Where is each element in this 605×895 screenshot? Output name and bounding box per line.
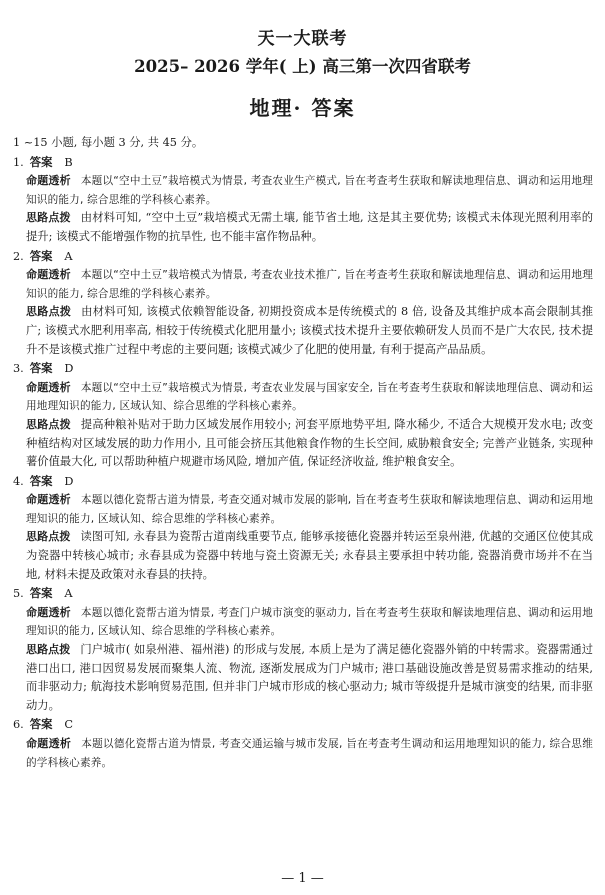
answer-choice: A [64, 249, 73, 263]
analysis-paragraph [13, 379, 593, 416]
hint-paragraph [13, 209, 593, 246]
hint-paragraph [13, 641, 593, 715]
question-number: 6. [13, 718, 24, 732]
question-block [13, 153, 593, 247]
analysis-text: 本题以“空中土豆”栽培模式为情景, 考查农业技术推广, 旨在考查考生获取和解读地理信息、调动和运用地理知识的能力, 综合思维的学科核心素养。 [26, 269, 593, 300]
analysis-text: 本题以“空中土豆”栽培模式为情景, 考查农业生产模式, 旨在考查考生获取和解读地理信息、调动和运用地理知识的能力, 综合思维的学科核心素养。 [26, 175, 593, 206]
analysis-label: 命题透析 [26, 380, 71, 394]
section-intro: 1 ~15 小题, 每小题 3 分, 共 45 分。 [13, 136, 204, 149]
question-number: 2. [13, 249, 24, 263]
hint-paragraph [13, 416, 593, 472]
answer-choice: C [64, 718, 74, 732]
answer-content [13, 134, 593, 772]
analysis-label: 命题透析 [26, 737, 72, 750]
analysis-label: 命题透析 [26, 268, 71, 282]
subject-answer-title: 地理· 答案 [249, 96, 356, 120]
hint-label: 思路点拨 [26, 530, 71, 544]
question-block [13, 472, 593, 585]
hint-label: 思路点拨 [26, 211, 71, 225]
hint-label: 思路点拨 [26, 305, 72, 319]
question-block [13, 715, 593, 772]
analysis-text: 本题以“空中土豆”栽培模式为情景, 考查农业发展与国家安全, 旨在考查考生获取和解读地理信息、调动和运用地理知识的能力, 区域认知、综合思维的学科核心素养。 [26, 381, 593, 413]
exam-org-title: 天一大联考 [257, 29, 348, 49]
analysis-paragraph [13, 735, 593, 772]
hint-text: 由材料可知, 该模式依赖智能设备, 初期投资成本是传统模式的 8 倍, 设备及其维护成本高会限制其推广; 该模式水肥利用率高, 相较于传统模式化肥用量小; 该模式技术提升主要依赖研发人员而不是广大农民, 技术提升不是该模式推广过程中考虑的主要问题; 该模式减少了化肥的使用量, 有利于提高产品品质。 [26, 305, 594, 356]
question-list [13, 153, 593, 773]
hint-paragraph [13, 528, 593, 584]
analysis-text: 本题以德化瓷帮古道为情景, 考查交通对城市发展的影响, 旨在考查考生获取和解读地理信息、调动和运用地理知识的能力, 区域认知、综合思维的学科核心素养。 [26, 494, 593, 525]
question-number: 5. [13, 587, 24, 601]
hint-paragraph [13, 303, 593, 359]
analysis-paragraph [13, 491, 593, 528]
answer-label: 答案 [29, 717, 53, 732]
hint-text: 读图可知, 永春县为瓷帮古道南线重要节点, 能够承接德化瓷器并转运至泉州港, 优越的交通区位使其成为瓷器中转核心城市; 永春县成为瓷器中转地与瓷土资源无关; 永春县主要承担中转功能, 瓷器消费市场并不在当地, 材料未提及政策对永春县的扶持。 [26, 530, 593, 581]
hint-label: 思路点拨 [26, 643, 71, 657]
analysis-text: 本题以德化瓷帮古道为情景, 考查交通运输与城市发展, 旨在考查考生调动和运用地理知识的能力, 综合思维的学科核心素养。 [26, 738, 593, 769]
hint-label: 思路点拨 [26, 417, 71, 431]
question-block [13, 247, 593, 360]
answer-choice: B [64, 155, 73, 169]
hint-text: 提高种粮补贴对于助力区域发展作用较小; 河套平原地势平坦, 降水稀少, 不适合大规模开发水电; 改变种植结构对区域发展的助力作用小, 且可能会挤压其他粮食作物的生长空间, 威胁粮食安全; 完善产业链条, 实现种薯价值最大化, 可以帮助种植户规避市场风险, 增加产值, 保证经济收益, 维护粮食安全。 [26, 417, 593, 469]
question-block [13, 359, 593, 472]
analysis-label: 命题透析 [26, 493, 71, 507]
answer-label: 答案 [29, 248, 53, 263]
question-answer-line [13, 715, 593, 735]
question-answer-line [13, 584, 593, 604]
answer-choice: A [64, 587, 73, 601]
exam-session-title: 2025– 2026 学年( 上) 高三第一次四省联考 [134, 57, 471, 76]
analysis-label: 命题透析 [26, 174, 71, 188]
answer-label: 答案 [29, 586, 53, 601]
answer-label: 答案 [29, 361, 53, 376]
hint-text: 门户城市( 如泉州港、福州港) 的形成与发展, 本质上是为了满足德化瓷器外销的中转需求。瓷器需通过港口出口, 港口因贸易发展而聚集人流、物流, 逐渐发展成为门户城市; 港口基础设施改善是贸易需求推动的结果, 而非驱动力; 航海技术影响贸易范围, 但并非门户城市形成的核心驱动力; 城市等级提升是城市演变的结果, 而非驱动力。 [26, 643, 594, 712]
analysis-paragraph [13, 266, 593, 303]
analysis-paragraph [13, 604, 593, 641]
question-answer-line [13, 153, 593, 173]
answer-choice: D [64, 362, 74, 376]
question-number: 3. [13, 362, 24, 376]
analysis-paragraph [13, 172, 593, 209]
question-block [13, 584, 593, 715]
answer-label: 答案 [29, 154, 53, 169]
hint-text: 由材料可知, “空中土豆”栽培模式无需土壤, 能节省土地, 这是其主要优势; 该模式未体现光照利用率的提升; 该模式不能增强作物的抗旱性, 也不能丰富作物品种。 [26, 211, 594, 243]
question-answer-line [13, 359, 593, 379]
analysis-text: 本题以德化瓷帮古道为情景, 考查门户城市演变的驱动力, 旨在考查考生获取和解读地理信息、调动和运用地理知识的能力, 区域认知、综合思维的学科核心素养。 [26, 606, 593, 638]
analysis-label: 命题透析 [26, 605, 71, 619]
page-number: — 1 — [281, 871, 324, 886]
question-answer-line [13, 247, 593, 267]
question-answer-line [13, 472, 593, 492]
question-number: 4. [13, 474, 24, 488]
answer-label: 答案 [29, 473, 53, 488]
question-number: 1. [13, 155, 24, 169]
answer-choice: D [64, 474, 74, 488]
